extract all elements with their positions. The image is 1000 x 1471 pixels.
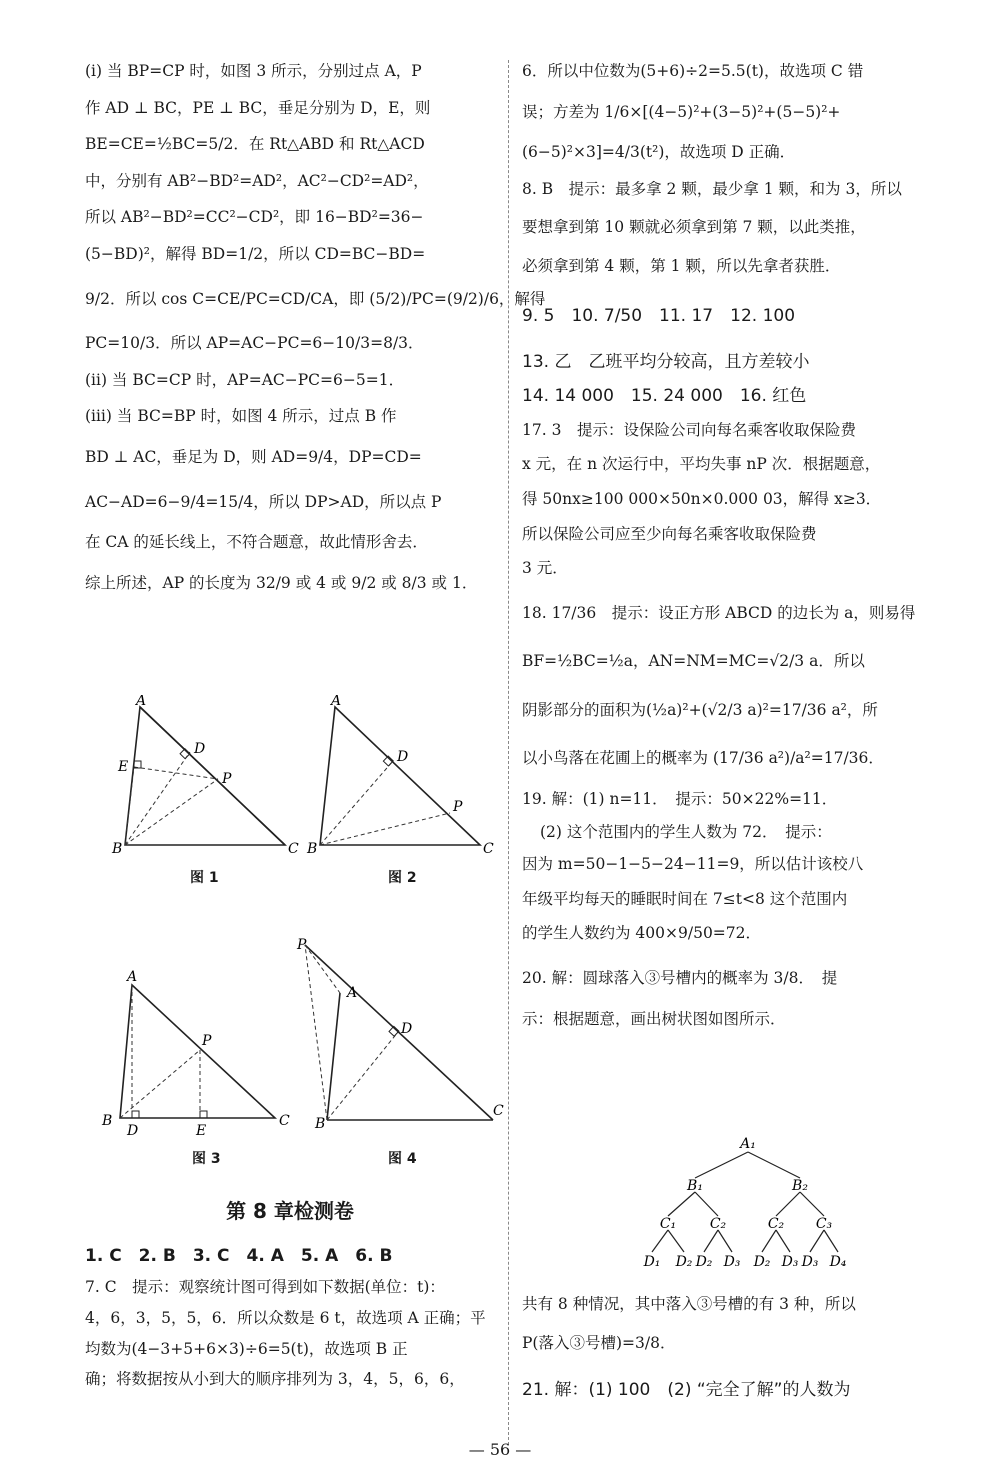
q20-conclusion bbox=[522, 1295, 942, 1401]
text-line: 年级平均每天的睡眠时间在 7≤t<8 这个范围内 bbox=[522, 889, 848, 908]
svg-text:E: E bbox=[196, 1123, 207, 1135]
text-line: (5−BD)²，解得 BD=1/2，所以 CD=BC−BD= bbox=[85, 244, 426, 263]
tree-node: C₁ bbox=[659, 1216, 677, 1232]
column-divider bbox=[508, 60, 509, 1445]
answers-9-12: 9. 5 10. 7/50 11. 17 12. 100 bbox=[522, 305, 796, 326]
figure-2 bbox=[305, 695, 505, 860]
text-line: (ⅰ) 当 BP=CP 时，如图 3 所示，分别过点 A，P bbox=[85, 62, 422, 80]
text-line: (ⅱ) 当 BC=CP 时，AP=AC−PC=6−5=1． bbox=[85, 370, 405, 389]
tree-leaf: D₃ bbox=[801, 1254, 819, 1270]
figure-caption: 图 4 bbox=[388, 1151, 417, 1167]
tree-node: B₂ bbox=[792, 1178, 808, 1194]
text-line: 示：根据题意，画出树状图如图所示． bbox=[522, 1009, 786, 1028]
svg-text:D: D bbox=[194, 741, 206, 757]
answers-14-16: 14. 14 000 15. 24 000 16. 红色 bbox=[522, 386, 807, 407]
text-line: 必须拿到第 4 颗，第 1 颗，所以先拿者获胜． bbox=[522, 256, 841, 275]
tree-node: C₃ bbox=[815, 1216, 833, 1232]
text-line: 6．所以中位数为(5+6)÷2=5.5(t)，故选项 C 错 bbox=[522, 62, 864, 80]
text-line: PC=10/3．所以 AP=AC−PC=6−10/3=8/3． bbox=[85, 334, 424, 353]
text-line: P(落入③号槽)=3/8． bbox=[522, 1333, 676, 1352]
tree-node-root: A₁ bbox=[740, 1136, 756, 1152]
text-line: 作 AD ⊥ BC，PE ⊥ BC，垂足分别为 D，E，则 bbox=[85, 98, 431, 117]
text-line: 9/2．所以 cos C=CE/PC=CD/CA，即 (5/2)/PC=(9/2)/6，解得 bbox=[85, 289, 546, 308]
text-line: 中，分别有 AB²−BD²=AD²，AC²−CD²=AD²， bbox=[85, 171, 429, 190]
tree-node: B₁ bbox=[687, 1178, 703, 1194]
svg-text:C: C bbox=[493, 1103, 504, 1119]
text-line: 4，6，3，5，5，6．所以众数是 6 t，故选项 A 正确；平 bbox=[85, 1308, 486, 1327]
tree-leaf: D₁ bbox=[643, 1254, 661, 1270]
text-line: 要想拿到第 10 颗就必须拿到第 7 颗，以此类推， bbox=[522, 218, 866, 237]
text-line: 共有 8 种情况，其中落入③号槽的有 3 种，所以 bbox=[522, 1295, 856, 1313]
tree-leaf: D₃ bbox=[781, 1254, 799, 1270]
svg-text:D: D bbox=[397, 749, 409, 765]
svg-text:A: A bbox=[127, 969, 138, 985]
text-line: 所以 AB²−BD²=CC²−CD²，即 16−BD²=36− bbox=[85, 208, 424, 227]
text-line: 得 50nx≥100 000×50n×0.000 03，解得 x≥3． bbox=[522, 489, 882, 508]
text-line: 阴影部分的面积为(½a)²+(√2/3 a)²=17/36 a²，所 bbox=[522, 700, 878, 719]
svg-text:A: A bbox=[347, 985, 358, 1001]
section-title: 第 8 章检测卷 bbox=[226, 1199, 354, 1223]
tree-leaf: D₄ bbox=[829, 1254, 847, 1270]
svg-text:D: D bbox=[401, 1021, 413, 1037]
svg-text:P: P bbox=[202, 1033, 212, 1049]
svg-text:D: D bbox=[127, 1123, 139, 1135]
figure-1 bbox=[110, 695, 310, 860]
tree-leaf: D₂ bbox=[753, 1254, 771, 1270]
answer-21: 21. 解：(1) 100 (2) “完全了解”的人数为 bbox=[522, 1380, 851, 1401]
text-line: BD ⊥ AC，垂足为 D，则 AD=9/4，DP=CD= bbox=[85, 447, 422, 466]
page-number: — 56 — bbox=[468, 1440, 532, 1459]
text-line: 综上所述，AP 的长度为 32/9 或 4 或 9/2 或 8/3 或 1． bbox=[85, 573, 478, 592]
svg-text:B: B bbox=[307, 841, 318, 857]
tree-leaf: D₃ bbox=[723, 1254, 741, 1270]
text-line: BE=CE=½BC=5/2．在 Rt△ABD 和 Rt△ACD bbox=[85, 135, 425, 154]
text-line: 19. 解：(1) n=11． 提示：50×22%=11． bbox=[522, 790, 838, 809]
text-line: 因为 m=50−1−5−24−11=9，所以估计该校八 bbox=[522, 855, 864, 874]
figure-caption: 图 1 bbox=[190, 870, 219, 886]
tree-node: C₂ bbox=[709, 1216, 727, 1232]
svg-text:C: C bbox=[483, 841, 494, 857]
text-line: 确；将数据按从小到大的顺序排列为 3，4，5，6，6， bbox=[85, 1370, 465, 1389]
svg-text:A: A bbox=[331, 695, 342, 709]
svg-text:P: P bbox=[297, 937, 307, 953]
figure-caption: 图 3 bbox=[192, 1151, 221, 1167]
text-line: (2) 这个范围内的学生人数为 72． 提示： bbox=[540, 822, 832, 841]
text-line: 所以保险公司应至少向每名乘客收取保险费 bbox=[522, 524, 817, 543]
tree-diagram bbox=[600, 1130, 900, 1290]
svg-text:B: B bbox=[112, 841, 123, 857]
svg-text:E: E bbox=[118, 759, 129, 775]
svg-text:C: C bbox=[279, 1113, 290, 1129]
answers-1-6: 1. C 2. B 3. C 4. A 5. A 6. B bbox=[85, 1246, 393, 1266]
figure-3 bbox=[100, 965, 300, 1135]
svg-text:P: P bbox=[222, 771, 232, 787]
text-line: 7. C 提示：观察统计图可得到如下数据(单位：t)： bbox=[85, 1278, 445, 1297]
figure-caption: 图 2 bbox=[388, 870, 417, 886]
text-line: 以小鸟落在花圃上的概率为 (17/36 a²)/a²=17/36． bbox=[522, 749, 884, 768]
text-line: 在 CA 的延长线上，不符合题意，故此情形舍去． bbox=[85, 533, 428, 552]
svg-text:A: A bbox=[136, 695, 147, 709]
text-line: AC−AD=6−9/4=15/4，所以 DP>AD，所以点 P bbox=[85, 492, 442, 511]
text-line: 均数为(4−3+5+6×3)÷6=5(t)，故选项 B 正 bbox=[85, 1339, 408, 1358]
answer-13: 13. 乙 乙班平均分较高，且方差较小 bbox=[522, 351, 810, 372]
svg-text:P: P bbox=[453, 799, 463, 815]
text-line: (6−5)²×3]=4/3(t²)，故选项 D 正确． bbox=[522, 143, 796, 162]
text-line: x 元，在 n 次运行中，平均失事 nP 次．根据题意， bbox=[522, 455, 881, 474]
tree-leaf: D₂ bbox=[675, 1254, 693, 1270]
right-column bbox=[522, 62, 942, 1028]
text-line: BF=½BC=½a，AN=NM=MC=√2/3 a．所以 bbox=[522, 652, 865, 671]
text-line: 3 元． bbox=[522, 559, 568, 578]
text-line: 的学生人数约为 400×9/50=72． bbox=[522, 924, 762, 943]
tree-leaf: D₂ bbox=[695, 1254, 713, 1270]
text-line: 18. 17/36 提示：设正方形 ABCD 的边长为 a，则易得 bbox=[522, 603, 916, 622]
svg-text:C: C bbox=[288, 841, 299, 857]
svg-text:B: B bbox=[102, 1113, 113, 1129]
chapter-8-section bbox=[85, 1195, 495, 1389]
text-line: (ⅲ) 当 BC=BP 时，如图 4 所示，过点 B 作 bbox=[85, 407, 397, 426]
tree-node: C₂ bbox=[767, 1216, 785, 1232]
text-line: 误；方差为 1/6×[(4−5)²+(3−5)²+(5−5)²+ bbox=[522, 102, 841, 121]
figure-4 bbox=[295, 935, 505, 1130]
text-line: 20. 解：圆球落入③号槽内的概率为 3/8． 提 bbox=[522, 969, 838, 988]
text-line: 8. B 提示：最多拿 2 颗，最少拿 1 颗，和为 3，所以 bbox=[522, 179, 902, 198]
text-line: 17. 3 提示：设保险公司向每名乘客收取保险费 bbox=[522, 420, 856, 439]
svg-text:B: B bbox=[315, 1116, 326, 1130]
